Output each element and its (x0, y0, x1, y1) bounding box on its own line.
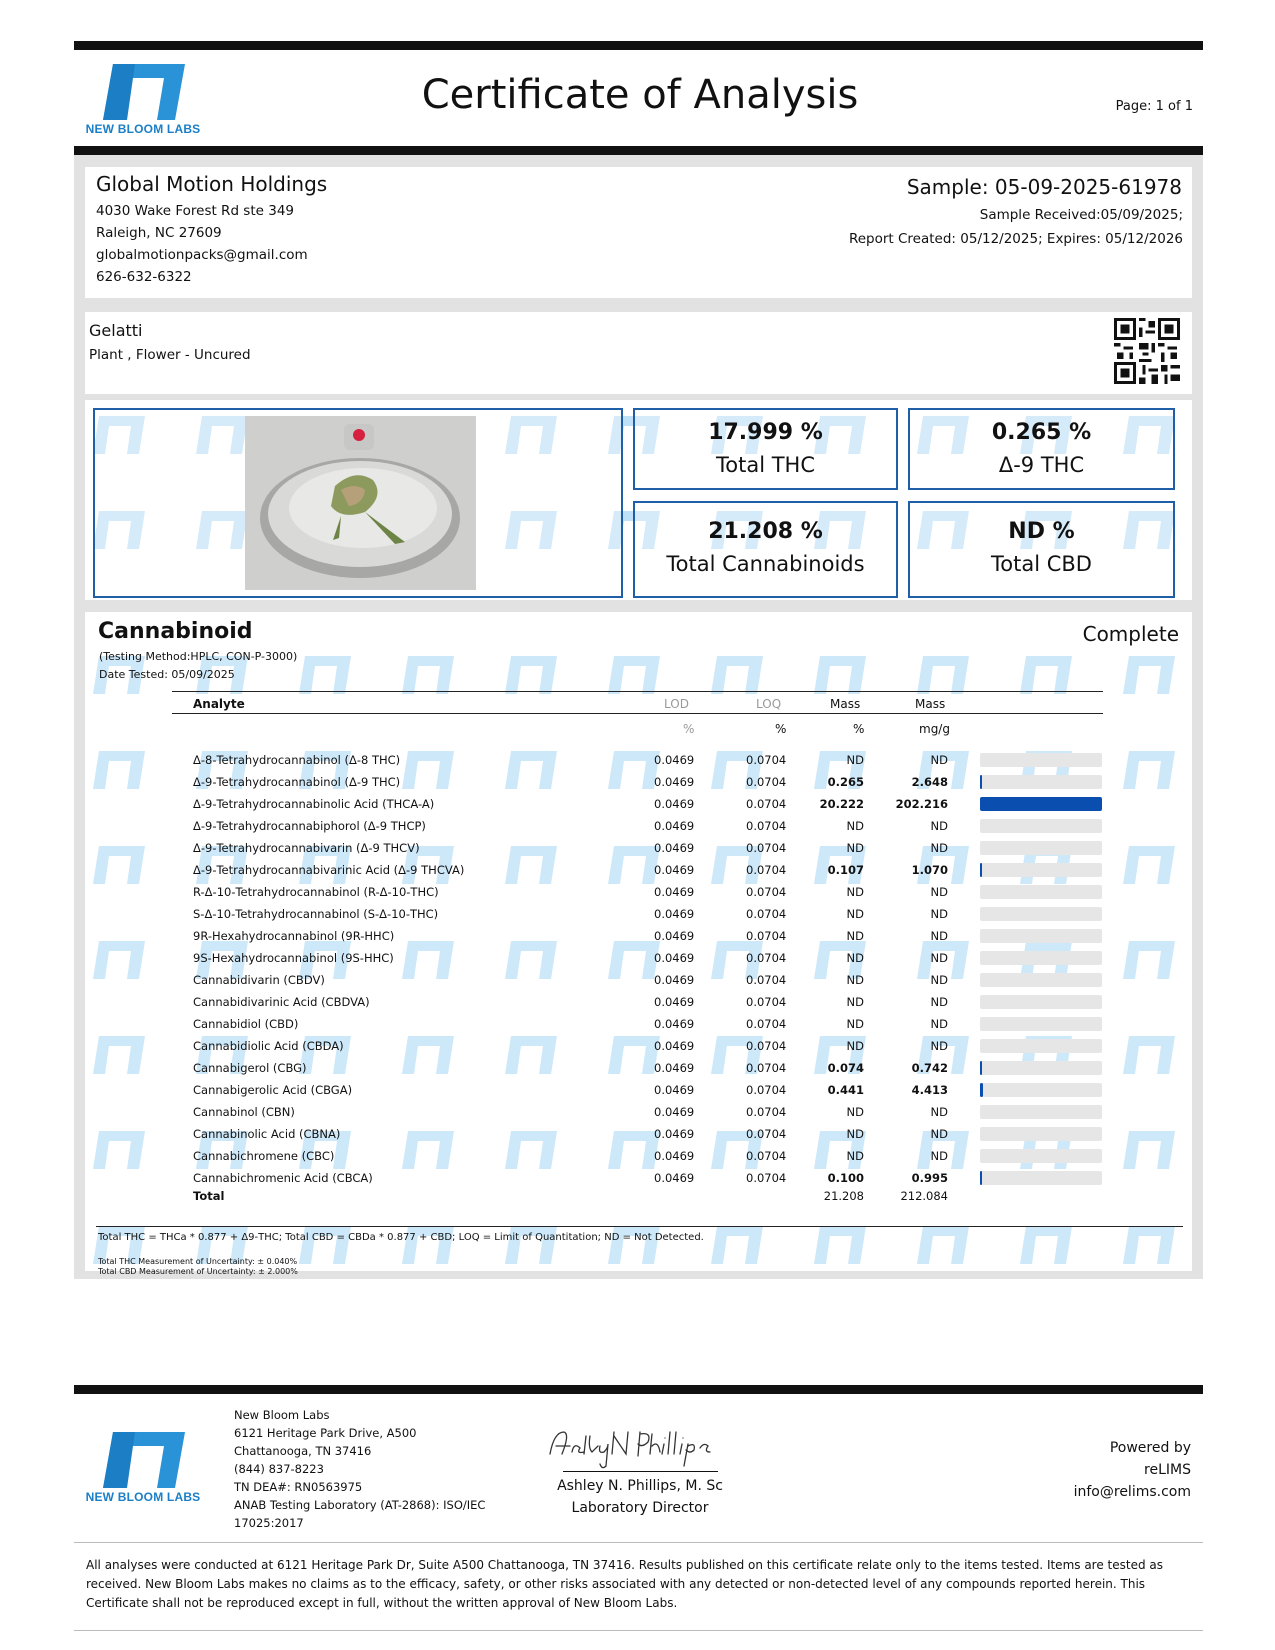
table-row (0, 1057, 1275, 1079)
analyte-mass-mg: ND (930, 819, 948, 833)
analyte-name: Cannabichromene (CBC) (193, 1149, 335, 1163)
analyte-loq: 0.0704 (746, 841, 787, 855)
table-row (0, 1013, 1275, 1035)
formula-note: Total THC = THCa * 0.877 + Δ9-THC; Total CBD = CBDa * 0.877 + CBD; LOQ = Limit of Quantitation; ND = Not Detected. (98, 1232, 704, 1243)
total-cbd-value: ND % (1008, 519, 1075, 544)
analyte-lod: 0.0469 (654, 819, 695, 833)
client-phone: 626-632-6322 (96, 269, 192, 285)
analyte-mass-pct: ND (846, 995, 864, 1009)
analyte-mass-pct: ND (846, 1039, 864, 1053)
analyte-name: S-Δ-10-Tetrahydrocannabinol (S-Δ-10-THC) (193, 907, 439, 921)
section-status: Complete (1082, 622, 1179, 646)
table-row (0, 1101, 1275, 1123)
total-cannabinoids-card (633, 501, 898, 598)
product-name: Gelatti (89, 321, 143, 340)
concentration-bar (980, 797, 1102, 811)
analyte-mass-mg: ND (930, 1149, 948, 1163)
analyte-mass-mg: 0.742 (911, 1061, 948, 1075)
concentration-bar-fill (980, 1061, 982, 1075)
analyte-lod: 0.0469 (654, 841, 695, 855)
concentration-bar (980, 819, 1102, 833)
document-title: Certificate of Analysis (421, 72, 859, 118)
analyte-mass-pct: 0.107 (827, 863, 864, 877)
thc-uncertainty: Total THC Measurement of Uncertainty: ± 0.040% (98, 1257, 298, 1266)
table-row (0, 1123, 1275, 1145)
total-label: Total (193, 1189, 225, 1203)
total-thc-card (633, 408, 898, 490)
cbd-uncertainty: Total CBD Measurement of Uncertainty: ± 2.000% (98, 1267, 298, 1276)
concentration-bar-fill (980, 1171, 982, 1185)
analyte-lod: 0.0469 (654, 1127, 695, 1141)
analyte-mass-pct: ND (846, 929, 864, 943)
analyte-lod: 0.0469 (654, 951, 695, 965)
signatory-name: Ashley N. Phillips, M. Sc (557, 1478, 723, 1494)
concentration-bar (980, 1105, 1102, 1119)
concentration-bar-fill (980, 863, 982, 877)
powered-by-email[interactable]: info@relims.com (1073, 1484, 1191, 1500)
analyte-mass-pct: ND (846, 885, 864, 899)
analyte-mass-pct: ND (846, 1017, 864, 1031)
analyte-name: 9R-Hexahydrocannabinol (9R-HHC) (193, 929, 395, 943)
table-row (0, 1145, 1275, 1167)
analyte-lod: 0.0469 (654, 1039, 695, 1053)
analyte-mass-mg: ND (930, 1105, 948, 1119)
analyte-mass-pct: ND (846, 1105, 864, 1119)
concentration-bar (980, 951, 1102, 965)
concentration-bar-fill (980, 797, 1102, 811)
analyte-name: Δ-9-Tetrahydrocannabinolic Acid (THCA-A) (193, 797, 435, 811)
lab-anab-2: 17025:2017 (234, 1516, 304, 1530)
analyte-mass-mg: ND (930, 951, 948, 965)
analyte-mass-pct: 0.265 (827, 775, 864, 789)
analyte-lod: 0.0469 (654, 775, 695, 789)
analyte-lod: 0.0469 (654, 863, 695, 877)
concentration-bar (980, 1127, 1102, 1141)
concentration-bar (980, 841, 1102, 855)
analyte-loq: 0.0704 (746, 1171, 787, 1185)
analyte-loq: 0.0704 (746, 1127, 787, 1141)
total-cbd-card (908, 501, 1175, 598)
signature-line (563, 1471, 718, 1472)
new-bloom-labs-logo (73, 64, 213, 136)
analyte-mass-mg: ND (930, 753, 948, 767)
analyte-loq: 0.0704 (746, 1105, 787, 1119)
lab-name: New Bloom Labs (234, 1408, 330, 1422)
analyte-mass-pct: ND (846, 753, 864, 767)
table-row (0, 903, 1275, 925)
total-cbd-label: Total CBD (991, 552, 1092, 576)
client-name: Global Motion Holdings (96, 172, 328, 196)
table-top-rule (172, 691, 1103, 692)
table-header-rule (172, 713, 1103, 714)
d9-thc-label: Δ-9 THC (998, 453, 1085, 477)
product-card (85, 312, 1192, 394)
analyte-mass-mg: ND (930, 1017, 948, 1031)
sample-photo[interactable] (245, 416, 476, 590)
analyte-name: Cannabidiol (CBD) (193, 1017, 299, 1031)
analyte-lod: 0.0469 (654, 907, 695, 921)
analyte-loq: 0.0704 (746, 907, 787, 921)
analyte-lod: 0.0469 (654, 1105, 695, 1119)
product-type: Plant , Flower - Uncured (89, 347, 251, 363)
logo-mark-icon (73, 64, 213, 120)
analyte-loq: 0.0704 (746, 1017, 787, 1031)
analyte-mass-pct: 0.100 (827, 1171, 864, 1185)
analyte-mass-mg: 1.070 (911, 863, 948, 877)
analyte-loq: 0.0704 (746, 775, 787, 789)
total-cannabinoids-label: Total Cannabinoids (666, 552, 865, 576)
lab-street: 6121 Heritage Park Drive, A500 (234, 1426, 417, 1440)
lab-anab-1: ANAB Testing Laboratory (AT-2868): ISO/IEC (234, 1498, 486, 1512)
table-row (0, 1035, 1275, 1057)
analyte-mass-pct: 0.074 (827, 1061, 864, 1075)
total-pct: 21.208 (823, 1189, 864, 1203)
lab-phone: (844) 837-8223 (234, 1462, 324, 1476)
notes-rule (96, 1226, 1183, 1227)
d9-thc-value: 0.265 % (991, 420, 1092, 445)
client-email: globalmotionpacks@gmail.com (96, 247, 308, 263)
total-thc-label: Total THC (715, 453, 815, 477)
analyte-name: Δ-9-Tetrahydrocannabivarinic Acid (Δ-9 THCVA) (193, 863, 465, 877)
analyte-lod: 0.0469 (654, 929, 695, 943)
lab-dea: TN DEA#: RN0563975 (234, 1480, 363, 1494)
testing-method: (Testing Method:HPLC, CON-P-3000) (99, 650, 298, 663)
analyte-mass-pct: ND (846, 907, 864, 921)
table-row (0, 925, 1275, 947)
table-row (0, 881, 1275, 903)
header-loq: LOQ (756, 697, 782, 711)
client-address-2: Raleigh, NC 27609 (96, 225, 222, 241)
logo-text: NEW BLOOM LABS (85, 1490, 201, 1504)
analyte-mass-mg: 0.995 (911, 1171, 948, 1185)
analyte-lod: 0.0469 (654, 885, 695, 899)
analyte-loq: 0.0704 (746, 973, 787, 987)
client-address-1: 4030 Wake Forest Rd ste 349 (96, 203, 294, 219)
total-cannabinoids-value: 21.208 % (708, 519, 823, 544)
analyte-mass-mg: 2.648 (911, 775, 948, 789)
analyte-lod: 0.0469 (654, 973, 695, 987)
section-title: Cannabinoid (98, 619, 253, 644)
disclaimer: All analyses were conducted at 6121 Heritage Park Dr, Suite A500 Chattanooga, TN 37416. Results published on this certificate relate only to the items tested. Items are tested as received. New Bloom Labs makes no claims as to the efficacy, safety, or other risks associated with any detected or non-detected level of any compounds reported herein. This Certificate shall not be reproduced except in full, without the written approval of New Bloom Labs. (86, 1558, 1164, 1610)
analyte-lod: 0.0469 (654, 1061, 695, 1075)
qr-code-icon[interactable] (1114, 318, 1180, 384)
table-row (0, 947, 1275, 969)
analyte-name: R-Δ-10-Tetrahydrocannabinol (R-Δ-10-THC) (193, 885, 439, 899)
total-thc-value: 17.999 % (708, 420, 823, 445)
analyte-name: Δ-9-Tetrahydrocannabiphorol (Δ-9 THCP) (193, 819, 426, 833)
analyte-mass-pct: ND (846, 951, 864, 965)
analyte-loq: 0.0704 (746, 797, 787, 811)
concentration-bar-fill (980, 1083, 983, 1097)
analyte-name: Cannabinolic Acid (CBNA) (193, 1127, 341, 1141)
analyte-loq: 0.0704 (746, 951, 787, 965)
unit-loq: % (775, 722, 787, 736)
disclaimer-rule (74, 1542, 1203, 1543)
unit-mass-mg: mg/g (919, 722, 950, 736)
total-row (0, 1187, 1275, 1209)
analyte-lod: 0.0469 (654, 1083, 695, 1097)
unit-lod: % (683, 722, 695, 736)
analyte-name: Cannabinol (CBN) (193, 1105, 295, 1119)
table-row (0, 859, 1275, 881)
bottom-rule (74, 1630, 1203, 1631)
analyte-name: 9S-Hexahydrocannabinol (9S-HHC) (193, 951, 394, 965)
concentration-bar (980, 1017, 1102, 1031)
unit-mass-pct: % (853, 722, 865, 736)
concentration-bar (980, 775, 1102, 789)
analyte-lod: 0.0469 (654, 753, 695, 767)
analyte-loq: 0.0704 (746, 885, 787, 899)
analyte-name: Cannabidivarin (CBDV) (193, 973, 325, 987)
header-analyte: Analyte (193, 697, 245, 711)
page-number: Page: 1 of 1 (1115, 99, 1193, 114)
table-row (0, 815, 1275, 837)
total-mg: 212.084 (900, 1189, 948, 1203)
powered-by-brand: reLIMS (1144, 1462, 1191, 1478)
d9-thc-card (908, 408, 1175, 490)
lab-city: Chattanooga, TN 37416 (234, 1444, 372, 1458)
analyte-loq: 0.0704 (746, 929, 787, 943)
analyte-mass-mg: ND (930, 907, 948, 921)
concentration-bar (980, 995, 1102, 1009)
concentration-bar-fill (980, 775, 982, 789)
table-row (0, 749, 1275, 771)
sample-id: Sample: 05-09-2025-61978 (906, 175, 1182, 199)
date-tested: Date Tested: 05/09/2025 (99, 668, 235, 681)
analyte-name: Δ-9-Tetrahydrocannabinol (Δ-9 THC) (193, 775, 401, 789)
analyte-loq: 0.0704 (746, 1083, 787, 1097)
analyte-mass-pct: ND (846, 819, 864, 833)
footer-rule (74, 1385, 1203, 1394)
table-row (0, 991, 1275, 1013)
logo-text: NEW BLOOM LABS (85, 122, 201, 136)
handwritten-signature (544, 1418, 744, 1474)
analyte-loq: 0.0704 (746, 995, 787, 1009)
analyte-mass-pct: ND (846, 1149, 864, 1163)
analyte-loq: 0.0704 (746, 863, 787, 877)
header-lod: LOD (664, 697, 689, 711)
concentration-bar (980, 929, 1102, 943)
logo-mark-icon (73, 1432, 213, 1488)
analyte-mass-mg: ND (930, 995, 948, 1009)
concentration-bar (980, 1083, 1102, 1097)
analyte-name: Cannabidiolic Acid (CBDA) (193, 1039, 344, 1053)
analyte-lod: 0.0469 (654, 995, 695, 1009)
table-row (0, 793, 1275, 815)
analyte-mass-mg: ND (930, 973, 948, 987)
report-dates: Report Created: 05/12/2025; Expires: 05/12/2026 (848, 231, 1183, 247)
concentration-bar (980, 1149, 1102, 1163)
concentration-bar (980, 1171, 1102, 1185)
table-row (0, 771, 1275, 793)
table-row (0, 969, 1275, 991)
analyte-loq: 0.0704 (746, 1061, 787, 1075)
analyte-name: Cannabidivarinic Acid (CBDVA) (193, 995, 370, 1009)
concentration-bar (980, 863, 1102, 877)
concentration-bar (980, 1061, 1102, 1075)
concentration-bar (980, 885, 1102, 899)
analyte-name: Cannabichromenic Acid (CBCA) (193, 1171, 373, 1185)
concentration-bar (980, 753, 1102, 767)
concentration-bar (980, 973, 1102, 987)
analyte-mass-mg: ND (930, 841, 948, 855)
analyte-loq: 0.0704 (746, 819, 787, 833)
concentration-bar (980, 907, 1102, 921)
analyte-mass-mg: ND (930, 1039, 948, 1053)
analyte-name: Δ-9-Tetrahydrocannabivarin (Δ-9 THCV) (193, 841, 420, 855)
analyte-lod: 0.0469 (654, 1017, 695, 1031)
new-bloom-labs-footer-logo (73, 1432, 213, 1504)
table-row (0, 1079, 1275, 1101)
analyte-mass-mg: ND (930, 929, 948, 943)
analyte-mass-pct: 20.222 (819, 797, 864, 811)
analyte-loq: 0.0704 (746, 1149, 787, 1163)
analyte-mass-pct: ND (846, 1127, 864, 1141)
header-mass-pct: Mass (830, 697, 861, 711)
powered-by: Powered by (1109, 1440, 1191, 1456)
analyte-mass-pct: ND (846, 973, 864, 987)
analyte-name: Cannabigerolic Acid (CBGA) (193, 1083, 353, 1097)
analyte-loq: 0.0704 (746, 1039, 787, 1053)
analyte-mass-mg: 4.413 (911, 1083, 948, 1097)
analyte-loq: 0.0704 (746, 753, 787, 767)
header-mass-mg: Mass (915, 697, 946, 711)
analyte-mass-mg: ND (930, 885, 948, 899)
concentration-bar (980, 1039, 1102, 1053)
analyte-mass-mg: ND (930, 1127, 948, 1141)
top-rule (74, 41, 1203, 50)
analyte-name: Δ-8-Tetrahydrocannabinol (Δ-8 THC) (193, 753, 401, 767)
signatory-title: Laboratory Director (571, 1500, 709, 1516)
analyte-name: Cannabigerol (CBG) (193, 1061, 307, 1075)
analyte-mass-mg: 202.216 (895, 797, 948, 811)
analyte-lod: 0.0469 (654, 1171, 695, 1185)
analyte-lod: 0.0469 (654, 797, 695, 811)
header-rule (74, 146, 1203, 155)
table-row (0, 1167, 1275, 1189)
analyte-mass-pct: ND (846, 841, 864, 855)
analyte-lod: 0.0469 (654, 1149, 695, 1163)
table-row (0, 837, 1275, 859)
analyte-mass-pct: 0.441 (827, 1083, 864, 1097)
sample-received: Sample Received:05/09/2025; (979, 207, 1183, 223)
